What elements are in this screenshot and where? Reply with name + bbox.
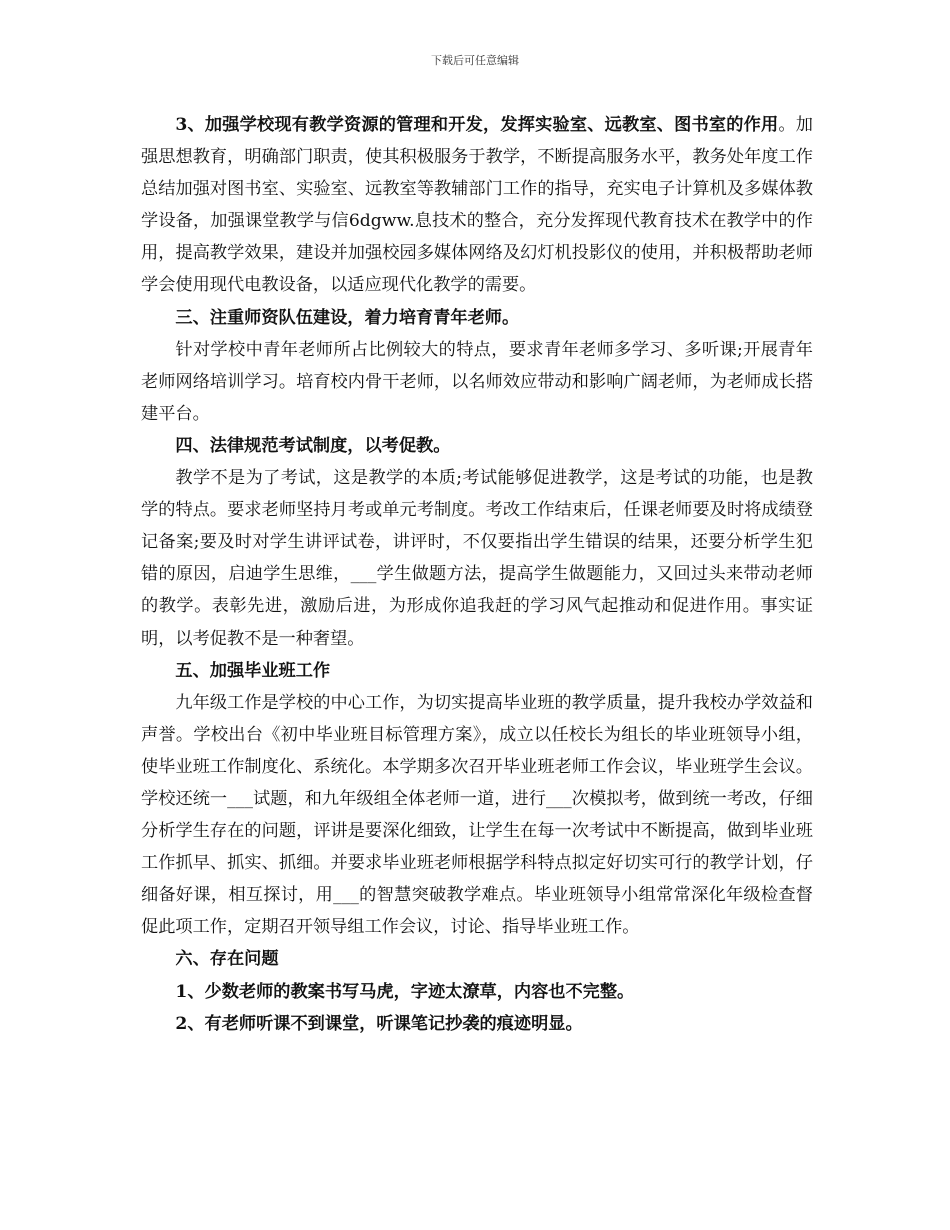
section-heading-exams: 四、法律规范考试制度，以考促教。 bbox=[175, 435, 451, 456]
section-heading-teachers: 三、注重师资队伍建设，着力培育青年老师。 bbox=[175, 307, 520, 328]
paragraph-teachers: 针对学校中青年老师所占比例较大的特点，要求青年老师多学习、多听课;开展青年老师网络培训学习。培育校内骨干老师，以名师效应带动和影响广阔老师，为老师成长搭建平台。 bbox=[141, 339, 813, 424]
problem-item-1: 1、少数老师的教案书写马虎，字迹太潦草，内容也不完整。 bbox=[175, 981, 635, 1002]
paragraph-resources-body: 。加强思想教育，明确部门职责，使其积极服务于教学，不断提高服务水平，教务处年度工作总结加强对图书室、实验室、远教室等教辅部门工作的指导，充实电子计算机及多媒体教学设备，加强课堂教学与信6dgww.息技术的整合，充分发挥现代教育技术在教学中的作用，提高教学效果，建设并加强校园多媒体网络及幻灯机投影仪的使用，并积极帮助老师学会使用现代电教设备，以适应现代化教学的需要。 bbox=[141, 115, 813, 296]
paragraph-resources bbox=[141, 109, 813, 302]
paragraph-graduating: 九年级工作是学校的中心工作，为切实提高毕业班的教学质量，提升我校办学效益和声誉。学校出台《初中毕业班目标管理方案》，成立以任校长为组长的毕业班领导小组，使毕业班工作制度化、系统化。本学期多次召开毕业班老师工作会议，毕业班学生会议。学校还统一___试题，和九年级组全体老师一道，进行___次模拟考，做到统一考改，仔细分析学生存在的问题，评讲是要深化细致，让学生在每一次考试中不断提高，做到毕业班工作抓早、抓实、抓细。并要求毕业班老师根据学科特点拟定好切实可行的教学计划，仔细备好课，相互探讨，用___的智慧突破教学难点。毕业班领导小组常常深化年级检查督促此项工作，定期召开领导组工作会议，讨论、指导毕业班工作。 bbox=[141, 692, 813, 938]
section-heading-graduating: 五、加强毕业班工作 bbox=[175, 660, 331, 681]
document-body bbox=[141, 109, 813, 1040]
paragraph-resources-lead: 3、加强学校现有教学资源的管理和开发，发挥实验室、远教室、图书室的作用 bbox=[175, 115, 779, 135]
paragraph-exams: 教学不是为了考试，这是教学的本质;考试能够促进教学，这是考试的功能，也是教学的特点。要求老师坚持月考或单元考制度。考改工作结束后，任课老师要及时将成绩登记备案;要及时对学生讲评试卷，讲评时，不仅要指出学生错误的结果，还要分析学生犯错的原因，启迪学生思维，___学生做题方法，提高学生做题能力，又回过头来带动老师的教学。表彰先进，激励后进，为形成你追我赶的学习风气起推动和促进作用。事实证明，以考促教不是一种奢望。 bbox=[141, 468, 813, 649]
problem-item-2: 2、有老师听课不到课堂，听课笔记抄袭的痕迹明显。 bbox=[175, 1013, 583, 1034]
section-heading-problems: 六、存在问题 bbox=[175, 949, 279, 970]
page-header: 下载后可任意编辑 bbox=[431, 54, 519, 67]
